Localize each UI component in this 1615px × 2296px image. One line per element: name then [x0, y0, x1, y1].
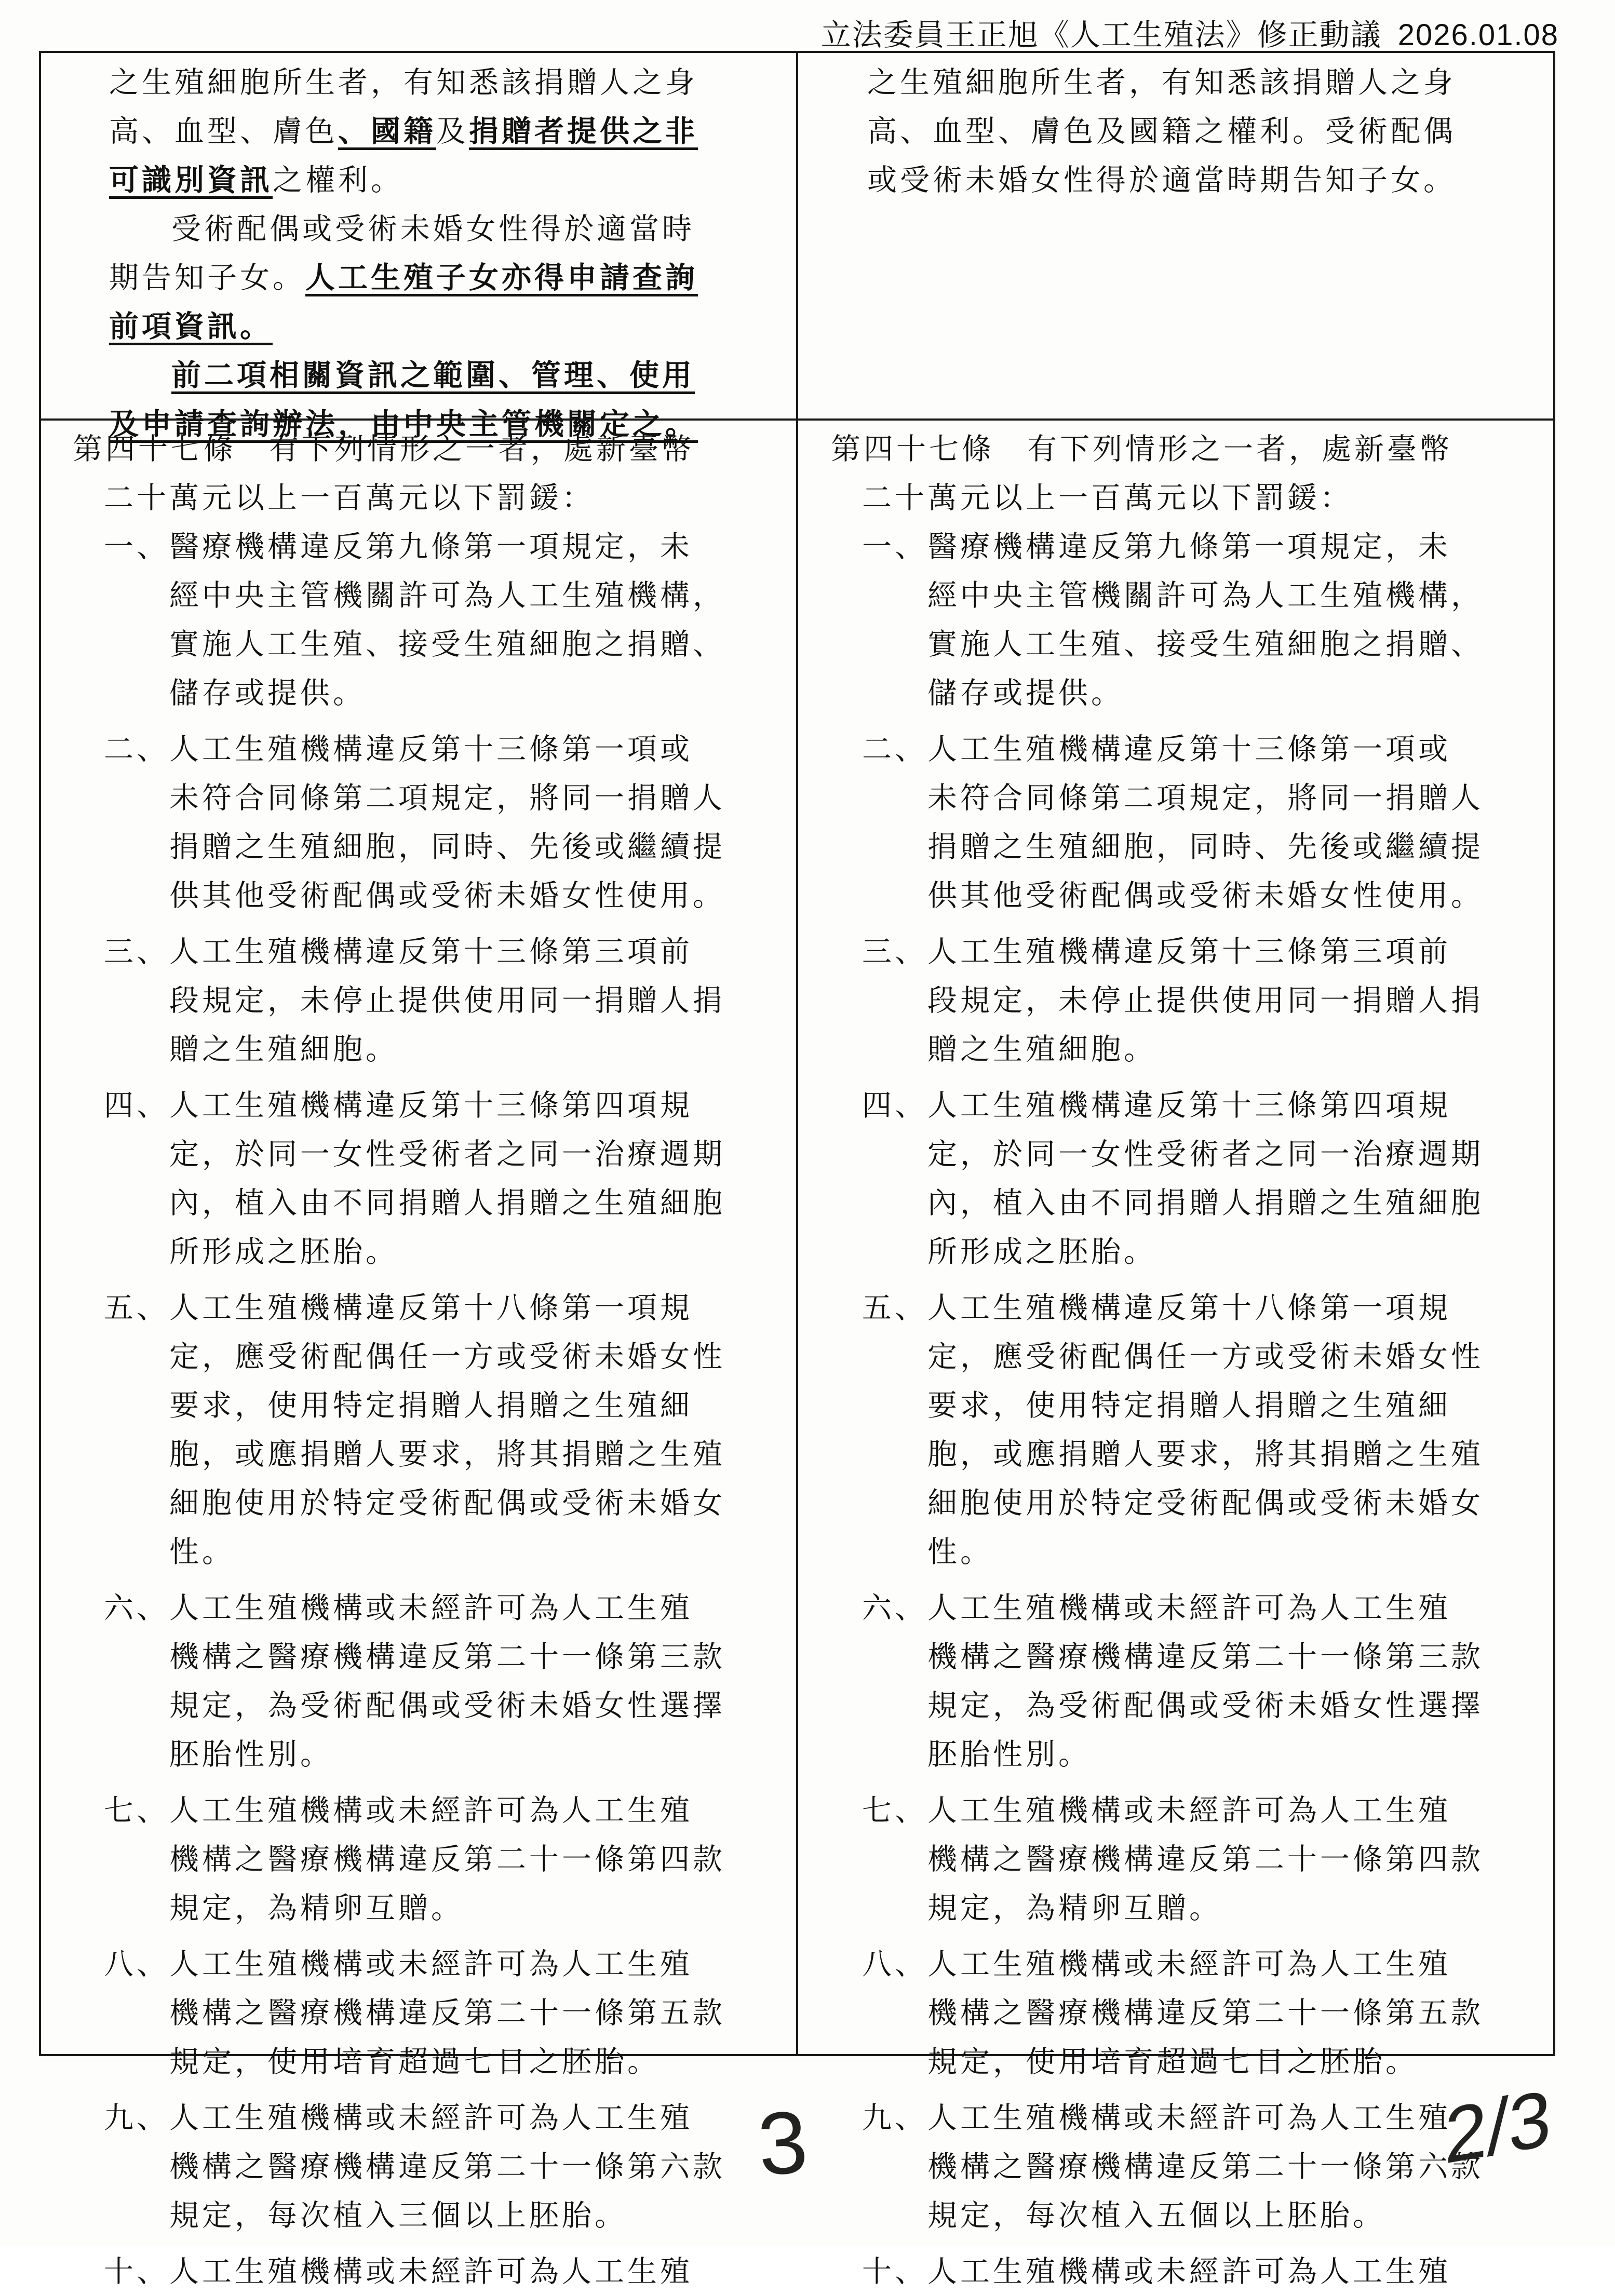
text-segment: 之生殖細胞所生者，有知悉該捐贈人之身 [109, 65, 698, 100]
item-gap [73, 718, 784, 725]
text-line: 實施人工生殖、接受生殖細胞之捐贈、 [169, 627, 725, 661]
text-line: 醫療機構違反第九條第一項規定，未 [169, 530, 693, 564]
item-gap [831, 1576, 1542, 1584]
text-line: 規定，為精卵互贈。 [927, 1891, 1222, 1925]
item-text [169, 725, 784, 920]
list-item [831, 1584, 1542, 1779]
text-line: 實施人工生殖、接受生殖細胞之捐贈、 [927, 627, 1484, 661]
text-line: 胞，或應捐贈人要求，將其捐贈之生殖 [927, 1437, 1484, 1471]
text-line: 捐贈之生殖細胞，同時、先後或繼續提 [927, 830, 1484, 864]
item-gap [73, 2240, 784, 2247]
item-text [169, 1786, 784, 1933]
handwritten-page-mark: 2/3 [1444, 2073, 1551, 2181]
item-number: 八、 [862, 1947, 927, 1981]
list-item [73, 1584, 784, 1779]
text-line: 高、血型、膚色及國籍之權利。受術配偶 [867, 114, 1456, 148]
text-line: 儲存或提供。 [169, 676, 366, 710]
list-item [831, 1940, 1542, 2086]
item-number: 五、 [862, 1291, 927, 1325]
item-text [169, 1284, 784, 1576]
text-line: 定，於同一女性受術者之同一治療週期 [927, 1137, 1484, 1171]
underlined-amendment: 捐贈者提供之非 [469, 114, 698, 148]
text-line: 規定，使用培育超過七日之胚胎。 [169, 2045, 660, 2079]
text-line: 規定，為受術配偶或受術未婚女性選擇 [927, 1689, 1484, 1723]
item-text [927, 725, 1542, 920]
text-line: 人工生殖機構或未經許可為人工生殖 [169, 1793, 693, 1828]
item-text [927, 1081, 1542, 1276]
text-line: 人工生殖機構或未經許可為人工生殖 [169, 2254, 693, 2289]
text-line: 人工生殖機構違反第十三條第一項或 [169, 732, 693, 766]
cell-top-right-current-text [867, 58, 1537, 416]
item-number: 十、 [104, 2254, 169, 2289]
text-line [109, 156, 779, 205]
article-heading-continued: 二十萬元以上一百萬元以下罰鍰： [862, 481, 1353, 515]
item-number: 四、 [104, 1088, 169, 1123]
item-gap [831, 1933, 1542, 1940]
item-gap [831, 2086, 1542, 2094]
text-line: 人工生殖機構違反第十八條第一項規 [927, 1291, 1451, 1325]
item-text [927, 927, 1542, 1074]
item-gap [73, 920, 784, 927]
cell-bottom-left-amended-article-47 [73, 425, 784, 2289]
item-gap [73, 1576, 784, 1584]
text-line: 胚胎性別。 [927, 1737, 1091, 1772]
text-line: 之生殖細胞所生者，有知悉該捐贈人之身 [867, 65, 1456, 100]
list-item [73, 2094, 784, 2240]
text-line: 定，應受術配偶任一方或受術未婚女性 [169, 1340, 725, 1374]
cell-top-left-amended-text [109, 58, 779, 441]
text-line: 段規定，未停止提供使用同一捐贈人捐 [927, 983, 1484, 1018]
text-line [109, 58, 779, 107]
text-line: 醫療機構違反第九條第一項規定，未 [927, 530, 1451, 564]
text-line: 細胞使用於特定受術配偶或受術未婚女 [927, 1486, 1484, 1520]
item-gap [73, 1779, 784, 1786]
item-number: 四、 [862, 1088, 927, 1123]
text-line: 贈之生殖細胞。 [927, 1032, 1156, 1066]
list-item [831, 927, 1542, 1074]
article-heading: 第四十七條 有下列情形之一者，處新臺幣 [831, 432, 1452, 466]
text-line: 機構之醫療機構違反第二十一條第六款 [169, 2150, 725, 2184]
text-line: 人工生殖機構違反第十三條第一項或 [927, 732, 1451, 766]
item-number: 六、 [104, 1591, 169, 1625]
item-gap [831, 1074, 1542, 1081]
item-gap [831, 2240, 1542, 2247]
list-item [73, 522, 784, 718]
text-line: 捐贈之生殖細胞，同時、先後或繼續提 [169, 830, 725, 864]
text-line: 定，於同一女性受術者之同一治療週期 [169, 1137, 725, 1171]
text-line: 性。 [927, 1535, 993, 1569]
item-gap [73, 2086, 784, 2094]
text-line: 儲存或提供。 [927, 676, 1124, 710]
text-line: 經中央主管機關許可為人工生殖機構， [927, 578, 1484, 613]
text-line: 段規定，未停止提供使用同一捐贈人捐 [169, 983, 725, 1018]
text-line [109, 253, 779, 302]
text-line [109, 302, 779, 351]
list-item [831, 1786, 1542, 1933]
list-item [831, 1284, 1542, 1576]
text-line: 規定，每次植入五個以上胚胎。 [927, 2198, 1385, 2233]
list-item [831, 1081, 1542, 1276]
header-title: 立法委員王正旭《人工生殖法》修正動議 [820, 17, 1382, 52]
list-item [831, 522, 1542, 718]
text-line: 供其他受術配偶或受術未婚女性使用。 [169, 879, 725, 913]
article-heading: 第四十七條 有下列情形之一者，處新臺幣 [73, 432, 694, 466]
header-separator: _ [1381, 17, 1398, 52]
item-number: 七、 [104, 1793, 169, 1828]
text-line: 要求，使用特定捐贈人捐贈之生殖細 [927, 1388, 1451, 1423]
text-line: 未符合同條第二項規定，將同一捐贈人 [169, 781, 725, 815]
text-line: 規定，使用培育超過七日之胚胎。 [927, 2045, 1418, 2079]
list-item [831, 2094, 1542, 2240]
item-number: 三、 [862, 935, 927, 969]
item-gap [73, 1276, 784, 1284]
item-text [169, 1584, 784, 1779]
text-segment: 及 [436, 114, 469, 148]
item-text [169, 1081, 784, 1276]
text-segment: 高、血型、膚色 [109, 114, 338, 148]
text-line: 規定，為精卵互贈。 [169, 1891, 464, 1925]
underlined-amendment: 、國籍 [338, 114, 436, 148]
underlined-amendment: 及申請查詢辦法，由中央主管機關定之。 [109, 407, 698, 441]
item-text [927, 522, 1542, 718]
item-gap [831, 1276, 1542, 1284]
item-text [927, 1786, 1542, 1933]
text-line: 胚胎性別。 [169, 1737, 333, 1772]
text-line [109, 205, 779, 253]
text-line: 機構之醫療機構違反第二十一條第三款 [169, 1640, 725, 1674]
text-line: 機構之醫療機構違反第二十一條第三款 [927, 1640, 1484, 1674]
text-line: 人工生殖機構或未經許可為人工生殖 [169, 1947, 693, 1981]
underlined-amendment: 人工生殖子女亦得申請查詢 [305, 260, 698, 295]
text-line: 要求，使用特定捐贈人捐贈之生殖細 [169, 1388, 693, 1423]
item-gap [73, 1074, 784, 1081]
text-line: 或受術未婚女性得於適當時期告知子女。 [867, 163, 1456, 197]
text-line: 胞，或應捐贈人要求，將其捐贈之生殖 [169, 1437, 725, 1471]
list-item [73, 927, 784, 1074]
text-line: 內，植入由不同捐贈人捐贈之生殖細胞 [927, 1186, 1484, 1220]
text-line: 內，植入由不同捐贈人捐贈之生殖細胞 [169, 1186, 725, 1220]
list-item [73, 1786, 784, 1933]
item-number: 十、 [862, 2254, 927, 2289]
text-line: 人工生殖機構或未經許可為人工生殖 [927, 1591, 1451, 1625]
text-line: 細胞使用於特定受術配偶或受術未婚女 [169, 1486, 725, 1520]
item-gap [831, 718, 1542, 725]
text-line: 人工生殖機構或未經許可為人工生殖 [927, 2101, 1451, 2135]
list-item [73, 1940, 784, 2086]
text-line: 人工生殖機構或未經許可為人工生殖 [927, 1947, 1451, 1981]
item-text [169, 1940, 784, 2086]
text-line: 人工生殖機構或未經許可為人工生殖 [927, 1793, 1451, 1828]
item-number: 八、 [104, 1947, 169, 1981]
text-line: 所形成之胚胎。 [169, 1235, 398, 1269]
text-line: 性。 [169, 1535, 235, 1569]
item-number: 一、 [862, 530, 927, 564]
item-text [169, 2247, 784, 2296]
document-header [821, 10, 1559, 54]
text-line: 人工生殖機構違反第十三條第四項規 [169, 1088, 693, 1123]
text-line: 機構之醫療機構違反第二十一條第四款 [927, 1842, 1484, 1876]
text-line: 未符合同條第二項規定，將同一捐贈人 [927, 781, 1484, 815]
item-text [927, 1940, 1542, 2086]
text-line: 所形成之胚胎。 [927, 1235, 1156, 1269]
item-text [169, 927, 784, 1074]
text-line: 人工生殖機構或未經許可為人工生殖 [169, 2101, 693, 2135]
underlined-amendment: 前項資訊。 [109, 309, 273, 344]
item-number: 二、 [862, 732, 927, 766]
item-text [169, 2094, 784, 2240]
list-item [73, 1284, 784, 1576]
item-gap [73, 1933, 784, 1940]
header-date: 2026.01.08 [1397, 18, 1559, 52]
item-text [927, 1584, 1542, 1779]
list-item [73, 725, 784, 920]
text-line [109, 351, 779, 400]
text-line: 規定，為受術配偶或受術未婚女性選擇 [169, 1689, 725, 1723]
text-line: 人工生殖機構違反第十三條第三項前 [169, 935, 693, 969]
item-text [927, 1284, 1542, 1576]
item-number: 七、 [862, 1793, 927, 1828]
underlined-amendment: 可識別資訊 [109, 163, 273, 197]
text-line: 人工生殖機構或未經許可為人工生殖 [169, 1591, 693, 1625]
text-line: 機構之醫療機構違反第二十一條第四款 [169, 1842, 725, 1876]
list-item [73, 1081, 784, 1276]
item-number: 六、 [862, 1591, 927, 1625]
text-line: 供其他受術配偶或受術未婚女性使用。 [927, 879, 1484, 913]
underlined-amendment: 前二項相關資訊之範圍、管理、使用 [171, 358, 695, 393]
text-line: 定，應受術配偶任一方或受術未婚女性 [927, 1340, 1484, 1374]
text-segment: 期告知子女。 [109, 261, 305, 295]
item-text [927, 2247, 1542, 2296]
item-number: 二、 [104, 732, 169, 766]
item-number: 九、 [104, 2101, 169, 2135]
text-line: 規定，每次植入三個以上胚胎。 [169, 2198, 627, 2233]
item-gap [831, 1779, 1542, 1786]
text-line: 贈之生殖細胞。 [169, 1032, 398, 1066]
page-number: 3 [755, 2092, 811, 2195]
text-line [109, 107, 779, 156]
item-number: 五、 [104, 1291, 169, 1325]
item-number: 九、 [862, 2101, 927, 2135]
text-line: 經中央主管機關許可為人工生殖機構， [169, 578, 725, 613]
article-heading-continued: 二十萬元以上一百萬元以下罰鍰： [104, 481, 595, 515]
text-line: 人工生殖機構或未經許可為人工生殖 [927, 2254, 1451, 2289]
text-segment: 之權利。 [273, 163, 403, 197]
text-line: 人工生殖機構違反第十三條第四項規 [927, 1088, 1451, 1123]
text-line: 機構之醫療機構違反第二十一條第五款 [927, 1996, 1484, 2030]
text-segment: 受術配偶或受術未婚女性得於適當時 [171, 212, 695, 246]
list-item [831, 2247, 1542, 2296]
item-text [169, 522, 784, 718]
text-line: 機構之醫療機構違反第二十一條第六款 [927, 2150, 1484, 2184]
text-line: 人工生殖機構違反第十八條第一項規 [169, 1291, 693, 1325]
item-number: 一、 [104, 530, 169, 564]
item-gap [831, 920, 1542, 927]
text-line: 人工生殖機構違反第十三條第三項前 [927, 935, 1451, 969]
item-number: 三、 [104, 935, 169, 969]
list-item [73, 2247, 784, 2296]
list-item [831, 725, 1542, 920]
text-line: 機構之醫療機構違反第二十一條第五款 [169, 1996, 725, 2030]
column-divider [796, 51, 798, 2056]
